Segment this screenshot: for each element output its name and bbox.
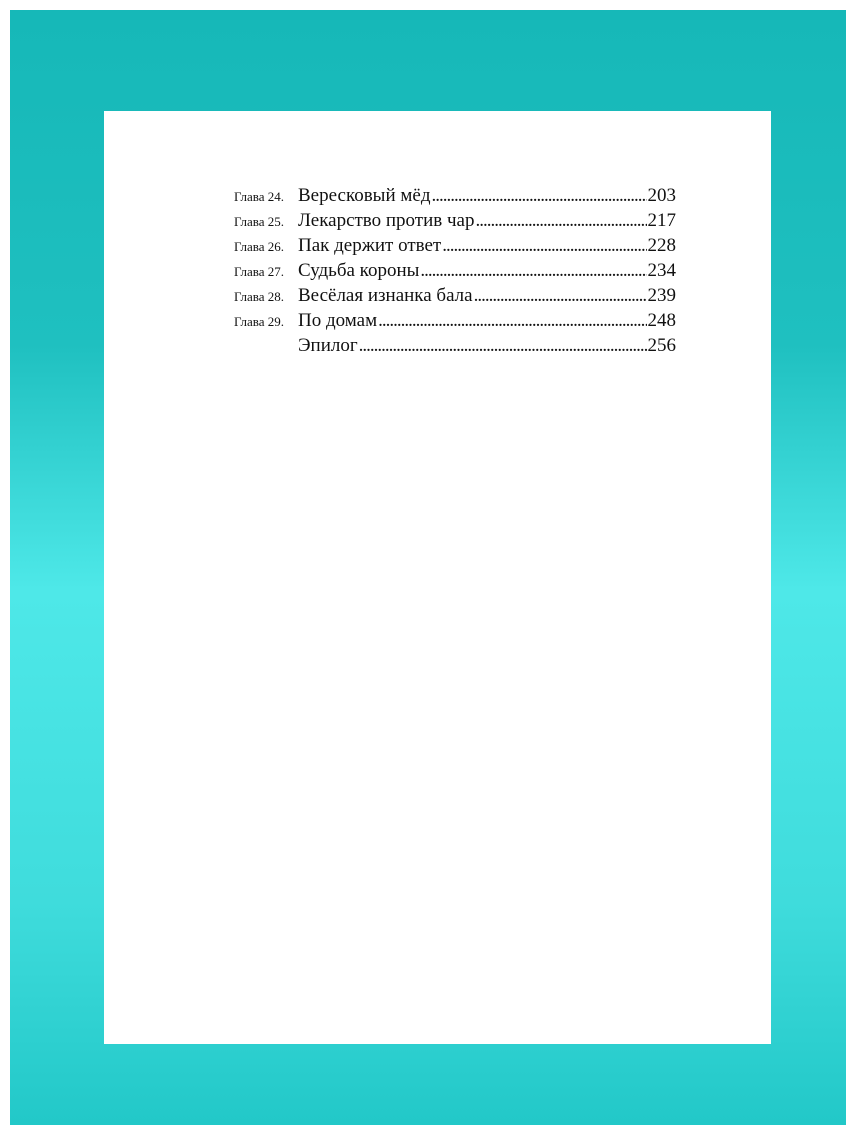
toc-entry xyxy=(234,308,676,333)
page-number: 203 xyxy=(647,185,676,206)
chapter-title: Вересковый мёд xyxy=(298,185,431,206)
dot-leader xyxy=(378,308,646,333)
dot-leader xyxy=(476,208,647,233)
chapter-label: Глава 29. xyxy=(234,314,285,329)
chapter-label: Глава 24. xyxy=(234,189,285,204)
page-number: 234 xyxy=(647,260,676,281)
page-number: 239 xyxy=(647,285,676,306)
chapter-title: Пак держит ответ xyxy=(298,235,442,256)
chapter-label: Глава 28. xyxy=(234,289,285,304)
chapter-title: Весёлая изнанка бала xyxy=(298,285,473,306)
chapter-title: По домам xyxy=(298,310,378,331)
dot-leader xyxy=(359,333,647,358)
toc-entry xyxy=(234,258,676,283)
toc-entry-epilogue xyxy=(234,333,676,358)
table-of-contents xyxy=(234,183,676,358)
toc-entry xyxy=(234,183,676,208)
toc-entry xyxy=(234,208,676,233)
page-number: 248 xyxy=(647,310,676,331)
dot-leader xyxy=(420,258,646,283)
book-page xyxy=(104,111,771,1044)
toc-entry xyxy=(234,283,676,308)
toc-entry xyxy=(234,233,676,258)
chapter-label: Глава 25. xyxy=(234,214,285,229)
dot-leader xyxy=(432,183,647,208)
chapter-title: Эпилог xyxy=(298,335,358,356)
chapter-title: Лекарство против чар xyxy=(298,210,475,231)
chapter-title: Судьба короны xyxy=(298,260,420,281)
chapter-label: Глава 26. xyxy=(234,239,285,254)
page-number: 217 xyxy=(647,210,676,231)
dot-leader xyxy=(442,233,646,258)
chapter-label: Глава 27. xyxy=(234,264,285,279)
page-number: 228 xyxy=(647,235,676,256)
dot-leader xyxy=(474,283,647,308)
teal-frame xyxy=(10,10,846,1125)
page-number: 256 xyxy=(647,335,676,356)
